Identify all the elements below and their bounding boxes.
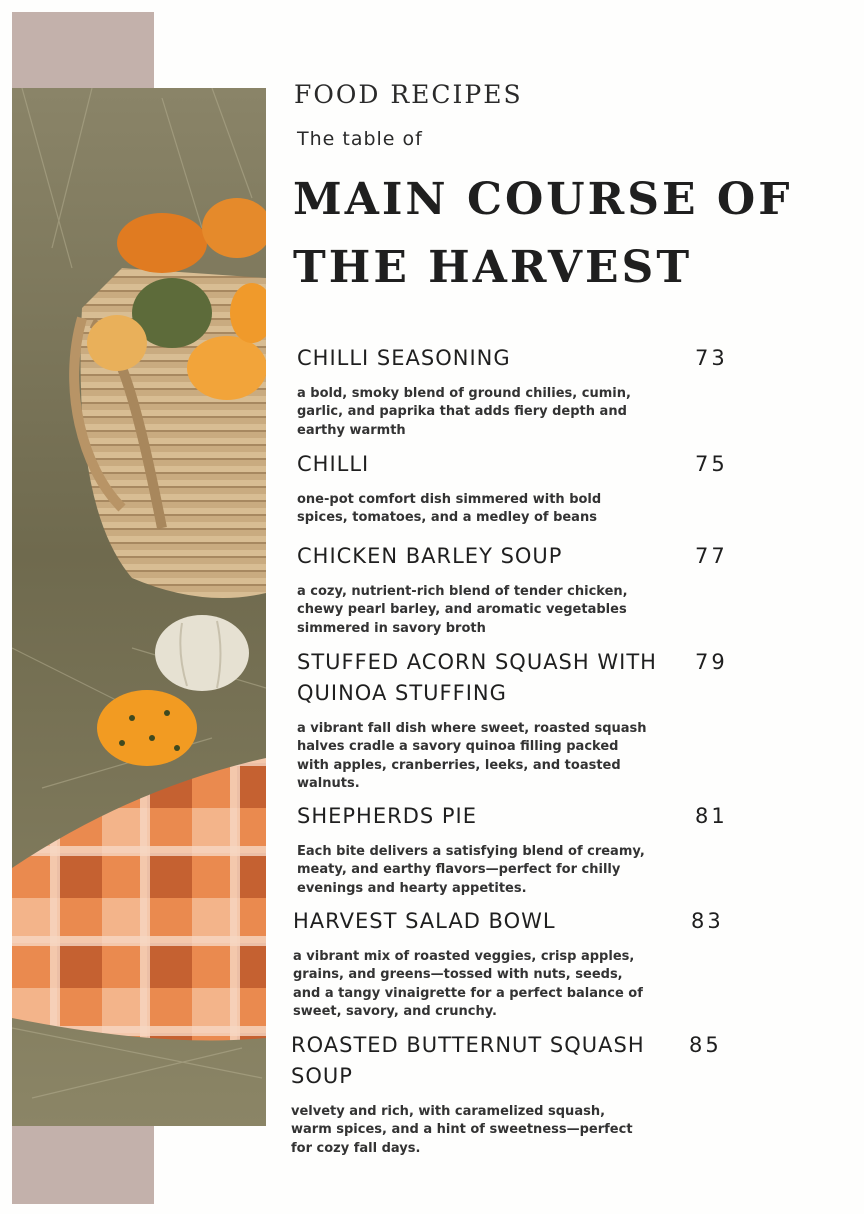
recipe-entry[interactable] — [297, 541, 767, 638]
table-of-label: The table of — [297, 128, 423, 150]
recipe-page-number: 75 — [695, 452, 728, 476]
recipe-page-number: 85 — [689, 1033, 722, 1057]
recipe-name: STUFFED ACORN SQUASH WITH QUINOA STUFFING — [297, 650, 657, 705]
harvest-basket-photo — [12, 88, 266, 1126]
recipe-name: HARVEST SALAD BOWL — [293, 909, 556, 933]
recipe-name: ROASTED BUTTERNUT SQUASH SOUP — [291, 1033, 645, 1088]
title-line-1: MAIN COURSE OF — [293, 174, 793, 225]
recipe-description: Each bite delivers a satisfying blend of creamy, meaty, and earthy flavors—perfect for chilly evenings and hearty appetites. — [297, 844, 645, 896]
recipe-description: a vibrant mix of roasted veggies, crisp apples, grains, and greens—tossed with nuts, seeds, and a tangy vinaigrette for a perfect balance of sweet, savory, and crunchy. — [293, 949, 643, 1019]
recipe-name: CHICKEN BARLEY SOUP — [297, 544, 563, 568]
title-line-2: THE HARVEST — [293, 242, 693, 293]
recipe-name: CHILLI — [297, 452, 370, 476]
recipe-page-number: 79 — [695, 650, 728, 674]
recipe-entry[interactable] — [297, 343, 767, 440]
recipe-entry[interactable] — [297, 449, 767, 528]
recipe-entry[interactable] — [293, 906, 763, 1021]
recipe-entry[interactable] — [291, 1030, 761, 1158]
recipe-page-number: 77 — [695, 544, 728, 568]
recipe-page-number: 83 — [691, 909, 724, 933]
page-title — [293, 166, 833, 302]
recipe-name: CHILLI SEASONING — [297, 346, 511, 370]
accent-block-bottom — [12, 1126, 154, 1204]
recipe-description: velvety and rich, with caramelized squash, warm spices, and a hint of sweetness—perfect for cozy fall days. — [291, 1104, 633, 1156]
recipe-name: SHEPHERDS PIE — [297, 804, 478, 828]
recipe-description: a cozy, nutrient-rich blend of tender chicken, chewy pearl barley, and aromatic vegetables simmered in savory broth — [297, 584, 628, 636]
recipe-entry[interactable] — [297, 647, 767, 793]
recipe-entry[interactable] — [297, 801, 767, 898]
recipe-description: one-pot comfort dish simmered with bold spices, tomatoes, and a medley of beans — [297, 492, 602, 526]
recipe-page-number: 73 — [695, 346, 728, 370]
accent-block-top — [12, 12, 154, 88]
recipe-description: a bold, smoky blend of ground chilies, cumin, garlic, and paprika that adds fiery depth and earthy warmth — [297, 386, 631, 438]
recipe-description: a vibrant fall dish where sweet, roasted squash halves cradle a savory quinoa filling packed with apples, cranberries, leeks, and toasted walnuts. — [297, 721, 647, 791]
section-kicker: FOOD RECIPES — [294, 80, 523, 109]
recipe-page-number: 81 — [695, 804, 728, 828]
